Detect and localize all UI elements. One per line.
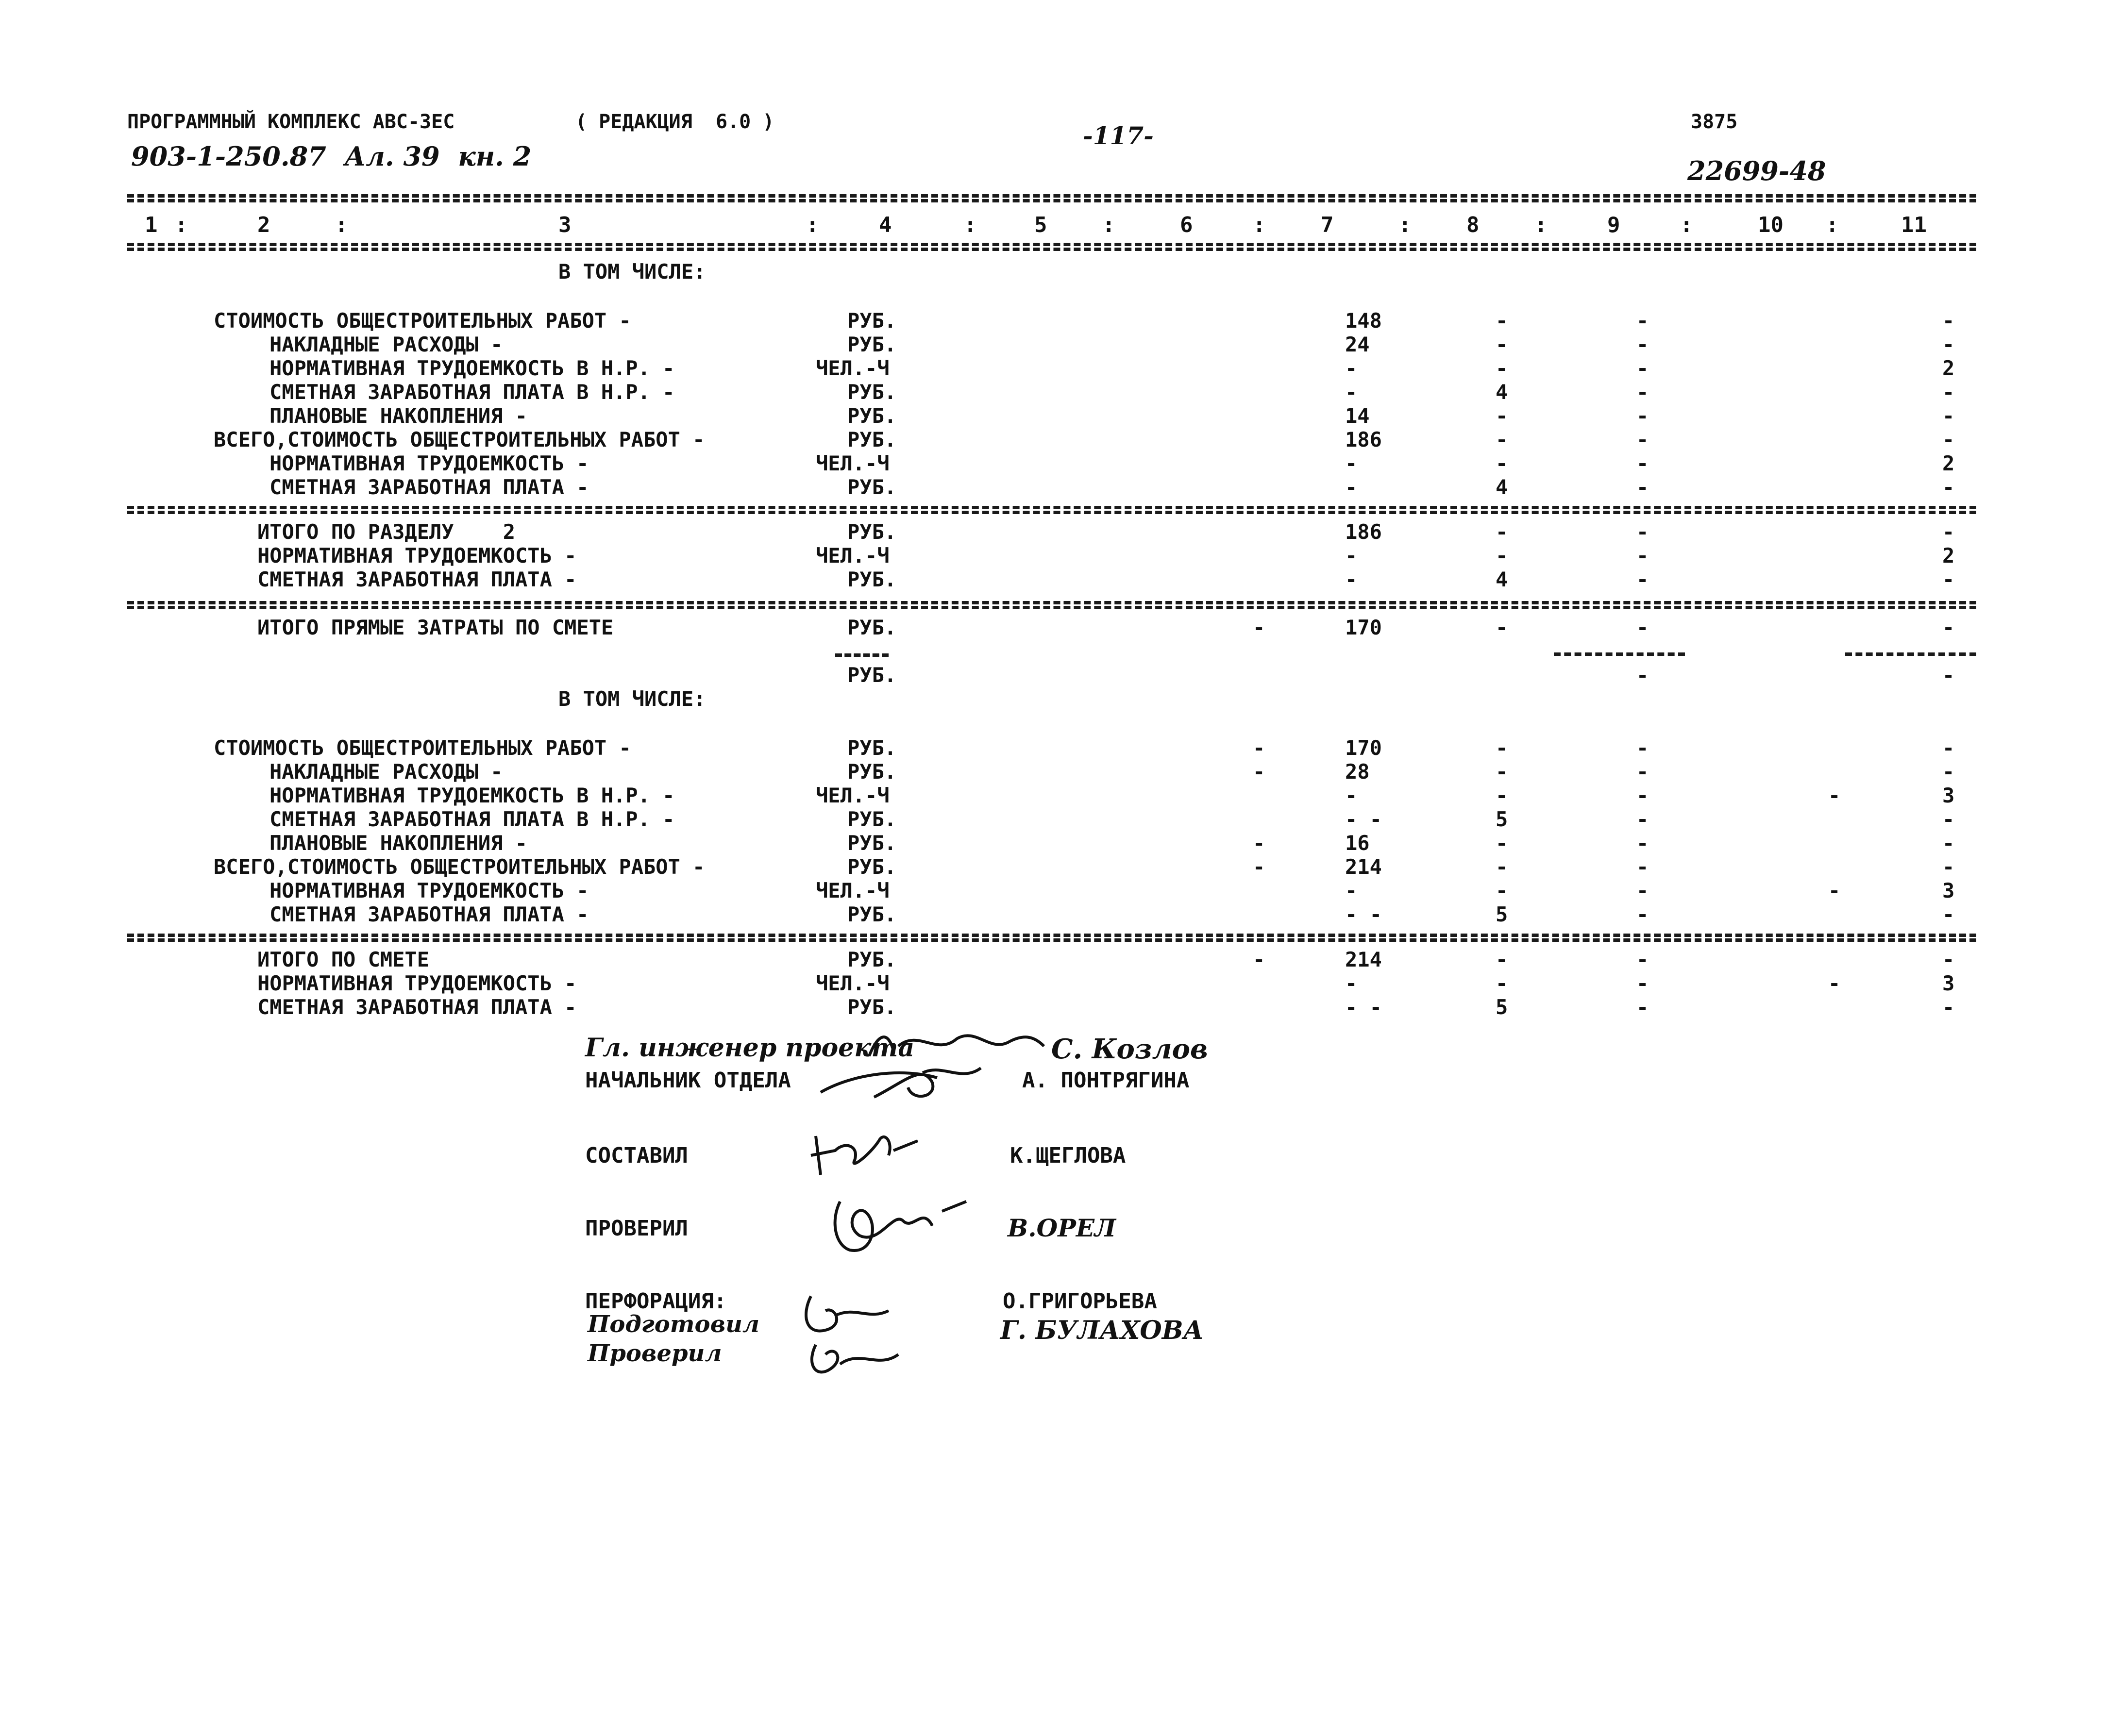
chief-engineer-role: Гл. инженер проекта: [585, 1033, 915, 1063]
cell-col6: -: [1253, 616, 1265, 639]
cell-col10: -: [1828, 971, 1841, 995]
row-label: СМЕТНАЯ ЗАРАБОТНАЯ ПЛАТА В Н.Р. -: [269, 807, 675, 831]
cell-col9: -: [1636, 995, 1649, 1019]
row-unit: РУБ.: [847, 807, 897, 831]
row-label: НОРМАТИВНАЯ ТРУДОЕМКОСТЬ В Н.Р. -: [269, 784, 675, 807]
cell-col9: -: [1636, 760, 1649, 784]
prepared-role: Подготовил: [588, 1311, 760, 1338]
cell-col7: -: [1345, 451, 1358, 475]
cell-col7: 214: [1345, 855, 1382, 879]
rule-top: [127, 194, 1976, 198]
row-label: СТОИМОСТЬ ОБЩЕСТРОИТЕЛЬНЫХ РАБОТ -: [214, 736, 631, 760]
compiled-role: СОСТАВИЛ: [585, 1143, 688, 1168]
cell-col7: 148: [1345, 309, 1382, 333]
cell-col9: -: [1636, 333, 1649, 356]
row-label: СМЕТНАЯ ЗАРАБОТНАЯ ПЛАТА -: [269, 475, 589, 499]
column-separator: :: [964, 213, 977, 237]
cell-col8: -: [1496, 356, 1508, 380]
cell-col8: -: [1496, 971, 1508, 995]
row-unit: ЧЕЛ.-Ч: [816, 356, 890, 380]
cell-col8: 5: [1496, 902, 1508, 926]
cell-col11: 3: [1942, 879, 1955, 902]
cell-col8: -: [1496, 784, 1508, 807]
row-unit: РУБ.: [847, 404, 897, 428]
row-unit: РУБ.: [847, 948, 897, 971]
cell-col7: 170: [1345, 736, 1382, 760]
edition-label: ( РЕДАКЦИЯ 6.0 ): [575, 111, 774, 133]
subsection-label: В ТОМ ЧИСЛЕ:: [558, 687, 706, 711]
column-header-8: 8: [1466, 213, 1480, 237]
cell-col9: -: [1636, 784, 1649, 807]
column-separator: :: [1253, 213, 1266, 237]
doc-reference: 903-1-250.87 Ал. 39 кн. 2: [131, 141, 532, 172]
row-label: СТОИМОСТЬ ОБЩЕСТРОИТЕЛЬНЫХ РАБОТ -: [214, 309, 631, 333]
cell-col7: 16: [1345, 831, 1370, 855]
prepared-name: О.ГРИГОРЬЕВА: [1003, 1289, 1157, 1314]
row-label: ПЛАНОВЫЕ НАКОПЛЕНИЯ -: [269, 831, 528, 855]
row-label: НОРМАТИВНАЯ ТРУДОЕМКОСТЬ -: [269, 879, 589, 902]
row-unit: ЧЕЛ.-Ч: [816, 879, 890, 902]
cell-col8: 4: [1496, 568, 1508, 591]
perforation-signature-icon: [796, 1286, 913, 1384]
separator-section-total-2: [127, 511, 1976, 514]
row-unit: ЧЕЛ.-Ч: [816, 544, 890, 568]
column-header-11: 11: [1901, 213, 1927, 237]
cell-col8: -: [1496, 616, 1508, 639]
cell-col8: -: [1496, 428, 1508, 451]
column-separator: :: [1102, 213, 1115, 237]
cell-col11: 2: [1942, 356, 1955, 380]
cell-col6: -: [1253, 736, 1265, 760]
cell-col7: 14: [1345, 404, 1370, 428]
cell-col9: -: [1636, 356, 1649, 380]
row-unit: РУБ.: [847, 855, 897, 879]
cell-col7: - -: [1345, 902, 1382, 926]
separator-estimate-total: [127, 934, 1976, 937]
column-header-5: 5: [1034, 213, 1047, 237]
cell-col8: -: [1496, 544, 1508, 568]
separator-direct-costs-2: [127, 606, 1976, 609]
cell-col9: -: [1636, 404, 1649, 428]
row-unit: ЧЕЛ.-Ч: [816, 784, 890, 807]
row-label: СМЕТНАЯ ЗАРАБОТНАЯ ПЛАТА -: [257, 568, 577, 591]
cell-col8: 4: [1496, 475, 1508, 499]
row-label: НАКЛАДНЫЕ РАСХОДЫ -: [269, 760, 503, 784]
rule-under-header-2: [127, 248, 1976, 251]
column-header-6: 6: [1180, 213, 1193, 237]
cell-col10: -: [1828, 879, 1841, 902]
cell-col7: -: [1345, 784, 1358, 807]
column-separator: :: [1534, 213, 1548, 237]
row-unit: РУБ.: [847, 902, 897, 926]
unit-underline: [835, 653, 889, 657]
cell-col11: -: [1942, 404, 1955, 428]
checked-signature-icon: [821, 1192, 976, 1260]
rule-under-header: [127, 243, 1976, 246]
row-unit: РУБ.: [847, 663, 897, 687]
cell-col11: -: [1942, 520, 1955, 544]
row-label: СМЕТНАЯ ЗАРАБОТНАЯ ПЛАТА -: [269, 902, 589, 926]
cell-col7: -: [1345, 568, 1358, 591]
cell-col9: -: [1636, 568, 1649, 591]
row-label: СМЕТНАЯ ЗАРАБОТНАЯ ПЛАТА -: [257, 995, 577, 1019]
cell-col9: -: [1636, 948, 1649, 971]
cell-col8: -: [1496, 760, 1508, 784]
cell-col7: -: [1345, 380, 1358, 404]
cell-col7: -: [1345, 475, 1358, 499]
row-unit: РУБ.: [847, 333, 897, 356]
cell-col7: 186: [1345, 520, 1382, 544]
cell-col11: -: [1942, 855, 1955, 879]
cell-col9: -: [1636, 475, 1649, 499]
cell-col9: -: [1636, 902, 1649, 926]
row-label: НАКЛАДНЫЕ РАСХОДЫ -: [269, 333, 503, 356]
row-label: ВСЕГО,СТОИМОСТЬ ОБЩЕСТРОИТЕЛЬНЫХ РАБОТ -: [214, 428, 705, 451]
doc-code-bottom: 22699-48: [1687, 155, 1826, 186]
cell-col8: -: [1496, 736, 1508, 760]
rule-top-2: [127, 199, 1976, 202]
cell-col9: -: [1636, 544, 1649, 568]
col9-underline: [1554, 652, 1685, 656]
column-header-10: 10: [1758, 213, 1783, 237]
row-unit: ЧЕЛ.-Ч: [816, 451, 890, 475]
cell-col11: 2: [1942, 451, 1955, 475]
cell-col6: -: [1253, 855, 1265, 879]
cell-col11: -: [1942, 380, 1955, 404]
row-unit: РУБ.: [847, 616, 897, 639]
column-separator: :: [1398, 213, 1412, 237]
checked-name: В.ОРЕЛ: [1008, 1214, 1116, 1242]
cell-col7: -: [1345, 356, 1358, 380]
cell-col9: -: [1636, 663, 1649, 687]
verified-name: Г. БУЛАХОВА: [1000, 1316, 1204, 1345]
column-header-3: 3: [558, 213, 572, 237]
compiled-name: К.ЩЕГЛОВА: [1010, 1143, 1126, 1168]
cell-col9: -: [1636, 855, 1649, 879]
cell-col11: -: [1942, 309, 1955, 333]
cell-col9: -: [1636, 831, 1649, 855]
cell-col8: -: [1496, 831, 1508, 855]
cell-col8: -: [1496, 948, 1508, 971]
column-separator: :: [175, 213, 188, 237]
cell-col8: -: [1496, 309, 1508, 333]
cell-col11: -: [1942, 663, 1955, 687]
compiled-signature-icon: [806, 1121, 932, 1185]
row-label: ИТОГО ПО СМЕТЕ: [257, 948, 430, 971]
row-label: ИТОГО ПО РАЗДЕЛУ 2: [257, 520, 516, 544]
cell-col11: -: [1942, 616, 1955, 639]
column-separator: :: [1826, 213, 1839, 237]
row-label: НОРМАТИВНАЯ ТРУДОЕМКОСТЬ В Н.Р. -: [269, 356, 675, 380]
cell-col8: -: [1496, 520, 1508, 544]
row-unit: РУБ.: [847, 309, 897, 333]
cell-col7: 28: [1345, 760, 1370, 784]
cell-col8: 5: [1496, 995, 1508, 1019]
cell-col7: -: [1345, 879, 1358, 902]
column-separator: :: [806, 213, 819, 237]
head-signature-icon: [816, 1053, 991, 1112]
row-unit: ЧЕЛ.-Ч: [816, 971, 890, 995]
cell-col9: -: [1636, 309, 1649, 333]
cell-col9: -: [1636, 520, 1649, 544]
cell-col9: -: [1636, 736, 1649, 760]
cell-col7: 170: [1345, 616, 1382, 639]
column-header-2: 2: [257, 213, 270, 237]
column-separator: :: [335, 213, 348, 237]
checked-role: ПРОВЕРИЛ: [585, 1216, 688, 1241]
cell-col8: -: [1496, 333, 1508, 356]
row-label: ИТОГО ПРЯМЫЕ ЗАТРАТЫ ПО СМЕТЕ: [257, 616, 614, 639]
row-unit: РУБ.: [847, 520, 897, 544]
cell-col6: -: [1253, 760, 1265, 784]
perforation-role: ПЕРФОРАЦИЯ:: [585, 1289, 727, 1314]
cell-col11: -: [1942, 948, 1955, 971]
cell-col11: -: [1942, 807, 1955, 831]
row-unit: РУБ.: [847, 475, 897, 499]
cell-col7: -: [1345, 544, 1358, 568]
cell-col11: 2: [1942, 544, 1955, 568]
doc-code-top: 3875: [1691, 111, 1738, 133]
separator-estimate-total-2: [127, 938, 1976, 942]
cell-col7: - -: [1345, 807, 1382, 831]
cell-col9: -: [1636, 807, 1649, 831]
subsection-label: В ТОМ ЧИСЛЕ:: [558, 260, 706, 284]
cell-col9: -: [1636, 616, 1649, 639]
separator-section-total: [127, 506, 1976, 509]
cell-col11: -: [1942, 902, 1955, 926]
cell-col9: -: [1636, 971, 1649, 995]
column-header-7: 7: [1321, 213, 1334, 237]
cell-col11: -: [1942, 568, 1955, 591]
cell-col11: -: [1942, 831, 1955, 855]
cell-col6: -: [1253, 948, 1265, 971]
cell-col11: 3: [1942, 784, 1955, 807]
row-unit: РУБ.: [847, 995, 897, 1019]
cell-col11: -: [1942, 333, 1955, 356]
page-number: -117-: [1083, 121, 1154, 150]
cell-col7: 214: [1345, 948, 1382, 971]
cell-col8: -: [1496, 855, 1508, 879]
head-name: А. ПОНТРЯГИНА: [1022, 1068, 1190, 1093]
chief-engineer-name: С. Козлов: [1051, 1033, 1208, 1065]
row-label: СМЕТНАЯ ЗАРАБОТНАЯ ПЛАТА В Н.Р. -: [269, 380, 675, 404]
cell-col8: 4: [1496, 380, 1508, 404]
cell-col7: -: [1345, 971, 1358, 995]
separator-direct-costs: [127, 601, 1976, 604]
column-header-4: 4: [879, 213, 892, 237]
cell-col7: 186: [1345, 428, 1382, 451]
cell-col8: 5: [1496, 807, 1508, 831]
verified-role: Проверил: [588, 1340, 722, 1367]
row-unit: РУБ.: [847, 736, 897, 760]
cell-col11: -: [1942, 428, 1955, 451]
row-unit: РУБ.: [847, 568, 897, 591]
cell-col9: -: [1636, 428, 1649, 451]
cell-col8: -: [1496, 451, 1508, 475]
cell-col6: -: [1253, 831, 1265, 855]
cell-col9: -: [1636, 451, 1649, 475]
cell-col11: -: [1942, 475, 1955, 499]
head-role: НАЧАЛЬНИК ОТДЕЛА: [585, 1068, 791, 1093]
row-unit: РУБ.: [847, 831, 897, 855]
cell-col11: 3: [1942, 971, 1955, 995]
column-separator: :: [1680, 213, 1693, 237]
row-unit: РУБ.: [847, 428, 897, 451]
cell-col9: -: [1636, 879, 1649, 902]
row-unit: РУБ.: [847, 760, 897, 784]
row-label: НОРМАТИВНАЯ ТРУДОЕМКОСТЬ -: [257, 544, 577, 568]
cell-col11: -: [1942, 760, 1955, 784]
cell-col10: -: [1828, 784, 1841, 807]
column-header-1: 1: [145, 213, 158, 237]
cell-col9: -: [1636, 380, 1649, 404]
cell-col7: - -: [1345, 995, 1382, 1019]
cell-col11: -: [1942, 995, 1955, 1019]
row-unit: РУБ.: [847, 380, 897, 404]
program-title: ПРОГРАММНЫЙ КОМПЛЕКС АВС-3ЕС: [127, 111, 455, 133]
cell-col7: 24: [1345, 333, 1370, 356]
cell-col8: -: [1496, 404, 1508, 428]
col11-underline: [1845, 652, 1976, 656]
column-header-9: 9: [1607, 213, 1620, 237]
cell-col8: -: [1496, 879, 1508, 902]
row-label: ВСЕГО,СТОИМОСТЬ ОБЩЕСТРОИТЕЛЬНЫХ РАБОТ -: [214, 855, 705, 879]
row-label: НОРМАТИВНАЯ ТРУДОЕМКОСТЬ -: [257, 971, 577, 995]
cell-col11: -: [1942, 736, 1955, 760]
row-label: ПЛАНОВЫЕ НАКОПЛЕНИЯ -: [269, 404, 528, 428]
row-label: НОРМАТИВНАЯ ТРУДОЕМКОСТЬ -: [269, 451, 589, 475]
